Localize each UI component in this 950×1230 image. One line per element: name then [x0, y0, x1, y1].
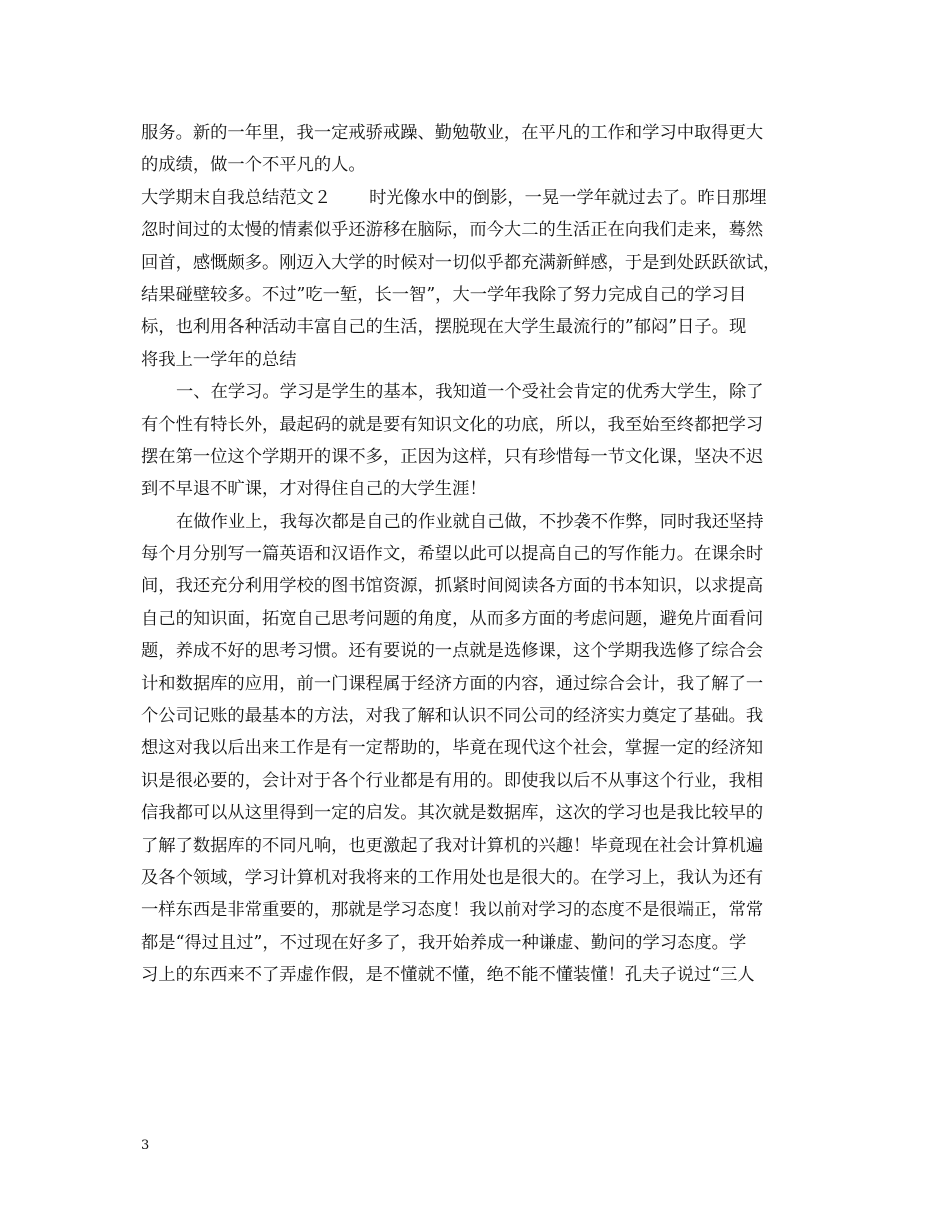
text-line: 到不早退不旷课，才对得住自己的大学生涯！ [141, 479, 487, 500]
text-line: 识是很必要的，会计对于各个行业都是有用的。即使我以后不从事这个行业，我相 [141, 770, 764, 791]
text-line: 回首，感慨颇多。刚迈入大学的时候对一切似乎都充满新鲜感，于是到处跃跃欲试， [141, 252, 781, 273]
text-line: 摆在第一位这个学期开的课不多，正因为这样，只有珍惜每一节文化课，坚决不迟 [141, 446, 764, 467]
text-line: 结果碰壁较多。不过”吃一堑，长一智”，大一学年我除了努力完成自己的学习目 [141, 284, 747, 305]
text-line: 每个月分别写一篇英语和汉语作文，希望以此可以提高自己的写作能力。在课余时 [141, 544, 764, 565]
text-line: 有个性有特长外，最起码的就是要有知识文化的功底，所以，我至始至终都把学习 [141, 414, 764, 435]
text-line: 信我都可以从这里得到一定的启发。其次就是数据库，这次的学习也是我比较早的 [141, 803, 764, 824]
text-line: 忽时间过的太慢的情素似乎还游移在脑际，而今大二的生活正在向我们走来，蓦然 [141, 220, 764, 241]
text-line: 及各个领域，学习计算机对我将来的工作用处也是很大的。在学习上，我认为还有 [141, 867, 764, 888]
text-line: 计和数据库的应用，前一门课程属于经济方面的内容，通过综合会计，我了解了一 [141, 673, 764, 694]
text-line: 一样东西是非常重要的，那就是学习态度！我以前对学习的态度不是很端正，常常 [141, 900, 764, 921]
text-line: 想这对我以后出来工作是有一定帮助的，毕竟在现代这个社会，掌握一定的经济知 [141, 738, 764, 759]
section-heading-line [141, 182, 813, 214]
text-line: 自己的知识面，拓宽自己思考问题的角度，从而多方面的考虑问题，避免片面看问 [141, 608, 764, 629]
text-line: 服务。新的一年里，我一定戒骄戒躁、勤勉敬业，在平凡的工作和学习中取得更大 [141, 123, 764, 143]
text-line: 了解了数据库的不同凡响，也更激起了我对计算机的兴趣！毕竟现在社会计算机遍 [141, 835, 764, 856]
text-line: 都是“得过且过”，不过现在好多了，我开始养成一种谦虚、勤问的学习态度。学 [141, 932, 747, 953]
text-line: 时光像水中的倒影，一晃一学年就过去了。昨日那埋 [369, 187, 767, 208]
text-line: 间，我还充分利用学校的图书馆资源，抓紧时间阅读各方面的书本知识，以求提高 [141, 576, 764, 597]
text-line: 标，也利用各种活动丰富自己的生活，摆脱现在大学生最流行的”郁闷”日子。现 [141, 317, 747, 338]
text-line: 将我上一学年的总结 [141, 349, 297, 370]
page-number: 3 [141, 1138, 150, 1153]
text-line: 习上的东西来不了弄虚作假，是不懂就不懂，绝不能不懂装懂！孔夫子说过“三人 [141, 965, 755, 986]
section-title: 大学期末自我总结范文２ [141, 187, 332, 208]
text-line: 题，养成不好的思考习惯。还有要说的一点就是选修课，这个学期我选修了综合会 [141, 641, 764, 662]
text-line: 个公司记账的最基本的方法，对我了解和认识不同公司的经济实力奠定了基础。我 [141, 706, 764, 727]
paragraph-first-line: 在做作业上，我每次都是自己的作业就自己做，不抄袭不作弊，同时我还坚持 [176, 511, 764, 532]
paragraph-first-line: 一、在学习。学习是学生的基本，我知道一个受社会肯定的优秀大学生，除了 [176, 382, 764, 403]
text-line: 的成绩，做一个不平凡的人。 [141, 155, 366, 176]
body-text [141, 117, 813, 992]
